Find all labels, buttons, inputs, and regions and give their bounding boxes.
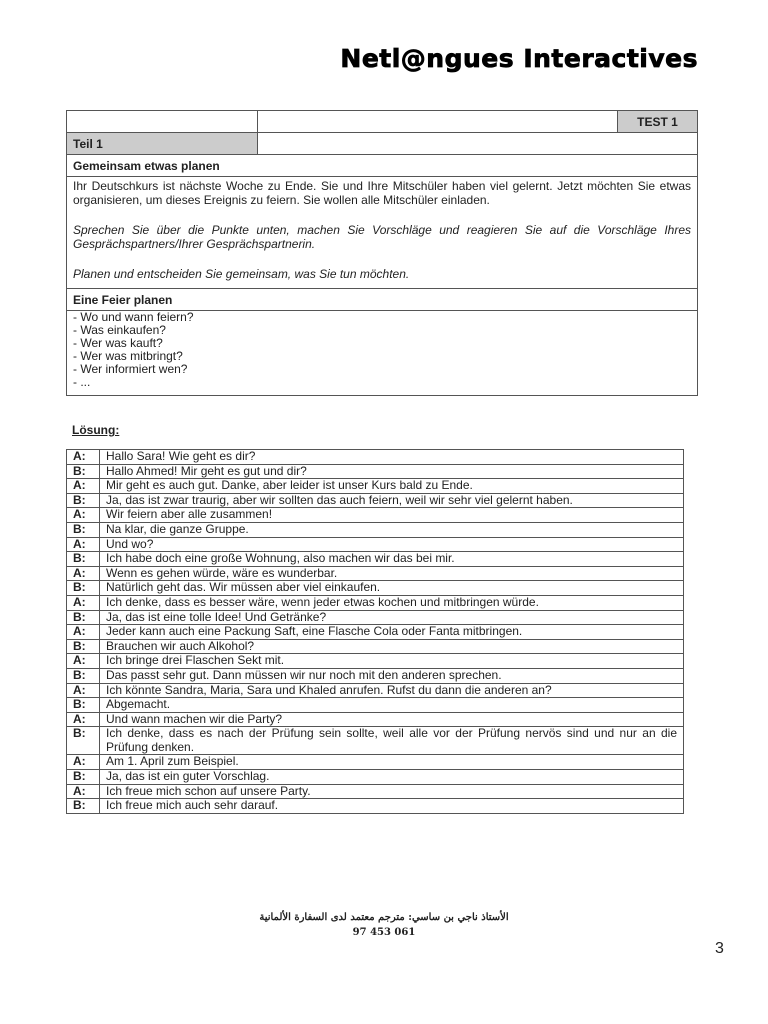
dialog-line: Ich habe doch eine große Wohnung, also machen wir das bei mir.: [100, 552, 684, 567]
speaker-label: B:: [67, 610, 100, 625]
speaker-label: A:: [67, 537, 100, 552]
dialog-row: [67, 595, 684, 610]
speaker-label: B:: [67, 770, 100, 785]
speaker-label: A:: [67, 479, 100, 494]
dialog-row: [67, 683, 684, 698]
dialog-row: [67, 698, 684, 713]
speaker-label: A:: [67, 625, 100, 640]
dialog-line: Ich bringe drei Flaschen Sekt mit.: [100, 654, 684, 669]
task-table: [66, 110, 698, 396]
point-item: - Wer was kauft?: [73, 336, 163, 350]
point-item: - Wer informiert wen?: [73, 362, 188, 376]
point-item: - Wer was mitbringt?: [73, 349, 183, 363]
dialog-row: [67, 712, 684, 727]
dialog-row: [67, 668, 684, 683]
dialog-line: Das passt sehr gut. Dann müssen wir nur noch mit den anderen sprechen.: [100, 668, 684, 683]
speaker-label: A:: [67, 450, 100, 465]
dialog-line: Ich freue mich auch sehr darauf.: [100, 799, 684, 814]
empty-cell: [257, 111, 617, 133]
point-item: - Was einkaufen?: [73, 323, 166, 337]
empty-cell: [67, 111, 258, 133]
dialog-line: Wenn es gehen würde, wäre es wunderbar.: [100, 566, 684, 581]
task-instruction: Sprechen Sie über die Punkte unten, machen Sie Vorschläge und reagieren Sie auf die Vorschläge Ihres Gesprächspartners/Ihrer Gesprächspartnerin.: [73, 223, 691, 251]
dialog-row: [67, 610, 684, 625]
dialog-line: Am 1. April zum Beispiel.: [100, 755, 684, 770]
speaker-label: B:: [67, 522, 100, 537]
page-number: 3: [715, 940, 724, 957]
dialog-line: Ich könnte Sandra, Maria, Sara und Khaled anrufen. Rufst du dann die anderen an?: [100, 683, 684, 698]
dialog-line: Und wann machen wir die Party?: [100, 712, 684, 727]
dialog-row: [67, 508, 684, 523]
dialog-line: Jeder kann auch eine Packung Saft, eine Flasche Cola oder Fanta mitbringen.: [100, 625, 684, 640]
footer-author: الأستاذ ناجي بن ساسي: مترجم معتمد لدى السفارة الألمانية: [259, 912, 509, 923]
dialog-line: Ja, das ist ein guter Vorschlag.: [100, 770, 684, 785]
speaker-label: A:: [67, 712, 100, 727]
dialog-line: Mir geht es auch gut. Danke, aber leider ist unser Kurs bald zu Ende.: [100, 479, 684, 494]
speaker-label: B:: [67, 464, 100, 479]
speaker-label: B:: [67, 727, 100, 755]
speaker-label: A:: [67, 755, 100, 770]
dialog-line: Hallo Sara! Wie geht es dir?: [100, 450, 684, 465]
footer-phone: 97 453 061: [352, 927, 416, 938]
speaker-label: A:: [67, 654, 100, 669]
task-instruction: Planen und entscheiden Sie gemeinsam, was Sie tun möchten.: [73, 267, 410, 281]
footer: [0, 910, 768, 940]
task-subtitle: Eine Feier planen: [67, 289, 698, 311]
dialog-row: [67, 464, 684, 479]
speaker-label: B:: [67, 668, 100, 683]
speaker-label: A:: [67, 566, 100, 581]
brand-logo: Netl@ngues Interactives: [340, 44, 698, 73]
speaker-label: A:: [67, 508, 100, 523]
dialog-line: Hallo Ahmed! Mir geht es gut und dir?: [100, 464, 684, 479]
speaker-label: B:: [67, 581, 100, 596]
dialog-row: [67, 581, 684, 596]
dialog-row: [67, 654, 684, 669]
dialog-row: [67, 799, 684, 814]
dialog-row: [67, 755, 684, 770]
dialog-table: [66, 449, 684, 814]
dialog-line: Abgemacht.: [100, 698, 684, 713]
dialog-line: Natürlich geht das. Wir müssen aber viel einkaufen.: [100, 581, 684, 596]
dialog-row: [67, 566, 684, 581]
dialog-row: [67, 450, 684, 465]
dialog-row: [67, 552, 684, 567]
dialog-line: Ja, das ist zwar traurig, aber wir sollten das auch feiern, weil wir sehr viel gelernt haben.: [100, 493, 684, 508]
speaker-label: A:: [67, 595, 100, 610]
task-intro: Ihr Deutschkurs ist nächste Woche zu Ende. Sie und Ihre Mitschüler haben viel gelernt. Jetzt möchten Sie etwas organisieren, um dieses Ereignis zu feiern. Sie wollen alle Mitschüler einladen.: [73, 179, 691, 207]
dialog-line: Brauchen wir auch Alkohol?: [100, 639, 684, 654]
dialog-row: [67, 727, 684, 755]
speaker-label: A:: [67, 683, 100, 698]
speaker-label: B:: [67, 493, 100, 508]
speaker-label: B:: [67, 799, 100, 814]
part-label: Teil 1: [67, 133, 258, 155]
test-label: TEST 1: [618, 111, 698, 133]
dialog-row: [67, 493, 684, 508]
point-item: - Wo und wann feiern?: [73, 310, 194, 324]
points-list: [67, 311, 698, 396]
task-title: Gemeinsam etwas planen: [67, 155, 698, 177]
empty-cell: [257, 133, 697, 155]
dialog-row: [67, 639, 684, 654]
point-item: - ...: [73, 375, 91, 389]
dialog-line: Ich denke, dass es besser wäre, wenn jeder etwas kochen und mitbringen würde.: [100, 595, 684, 610]
solution-heading: Lösung:: [72, 423, 120, 437]
dialog-line: Wir feiern aber alle zusammen!: [100, 508, 684, 523]
speaker-label: B:: [67, 552, 100, 567]
speaker-label: B:: [67, 698, 100, 713]
dialog-line: Ja, das ist eine tolle Idee! Und Getränke?: [100, 610, 684, 625]
speaker-label: B:: [67, 639, 100, 654]
dialog-row: [67, 625, 684, 640]
speaker-label: A:: [67, 784, 100, 799]
dialog-line: Ich denke, dass es nach der Prüfung sein sollte, weil alle vor der Prüfung nervös sind und nur an die Prüfung denken.: [100, 727, 684, 755]
dialog-row: [67, 537, 684, 552]
dialog-line: Na klar, die ganze Gruppe.: [100, 522, 684, 537]
dialog-row: [67, 770, 684, 785]
dialog-line: Ich freue mich schon auf unsere Party.: [100, 784, 684, 799]
dialog-line: Und wo?: [100, 537, 684, 552]
dialog-row: [67, 479, 684, 494]
dialog-row: [67, 522, 684, 537]
dialog-row: [67, 784, 684, 799]
